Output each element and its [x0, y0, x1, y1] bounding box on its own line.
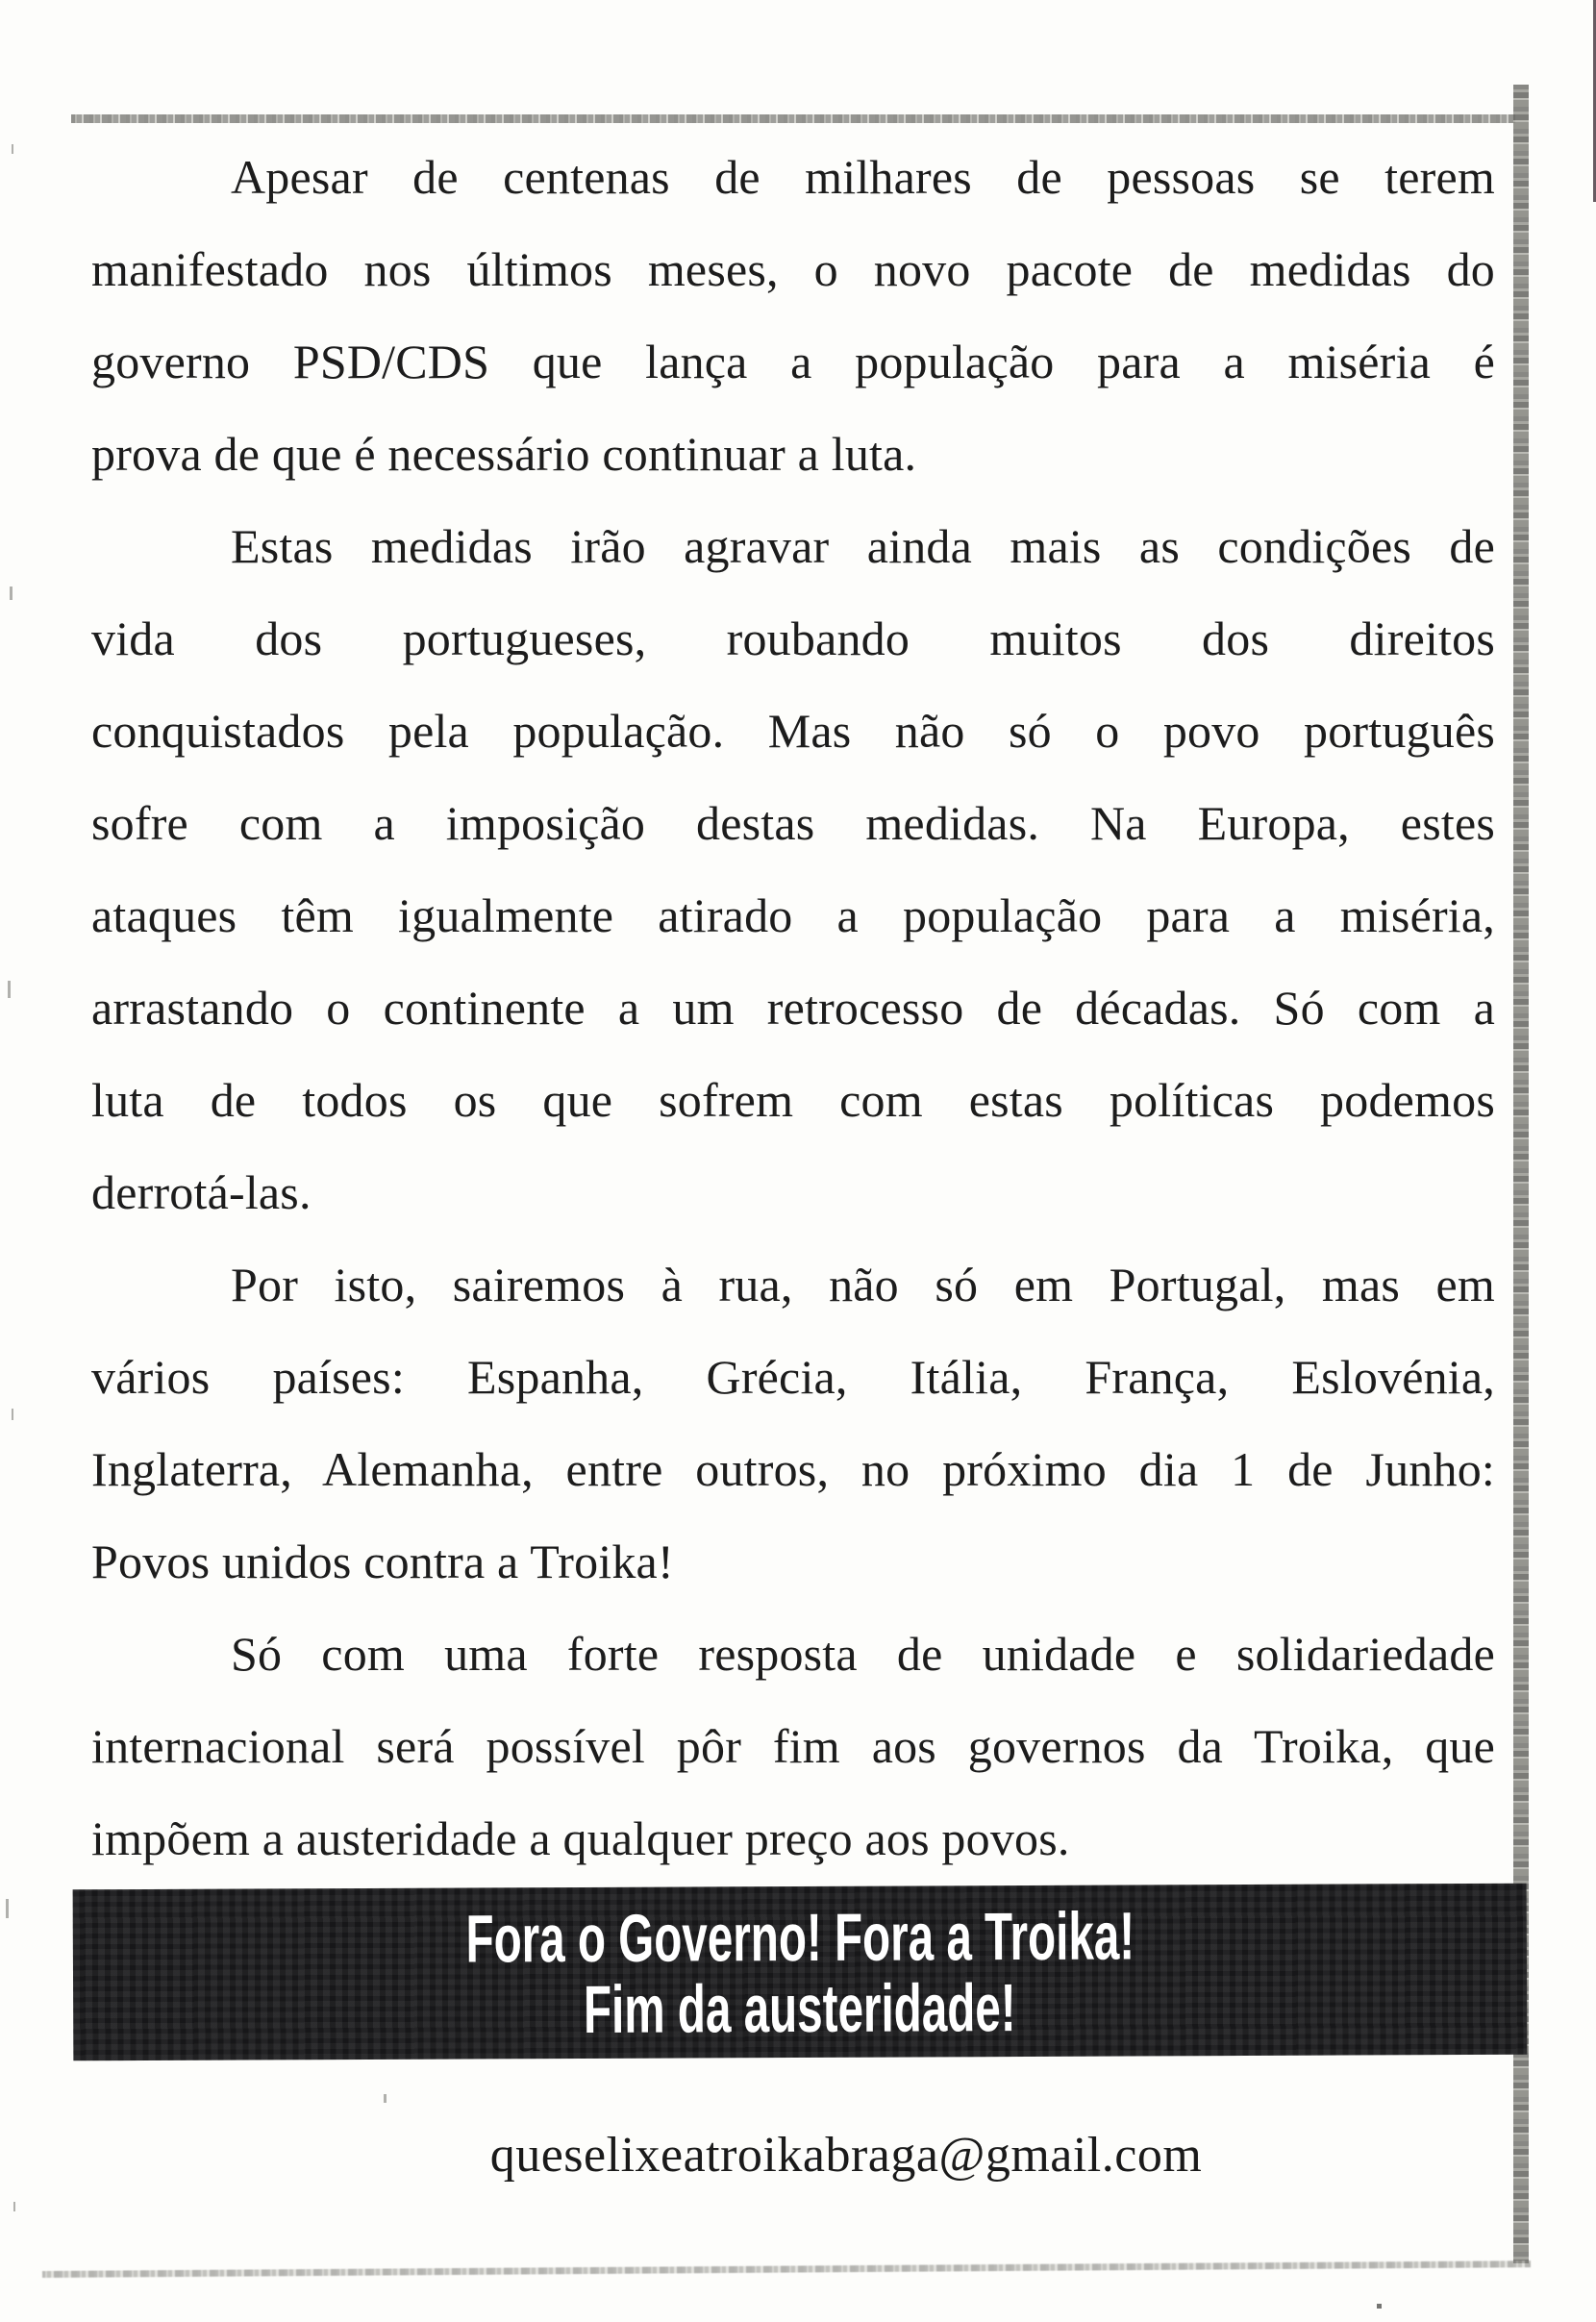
body-text: [91, 131, 1495, 1885]
scan-speck: [8, 981, 11, 998]
text-line: sofre com a imposição destas medidas. Na Europa, estes: [91, 796, 1495, 850]
text-line: arrastando o continente a um retrocesso de décadas. Só com a: [91, 981, 1495, 1035]
contact-email: queselixeatroikabraga@gmail.com: [489, 2128, 1203, 2183]
text-line: derrotá-las.: [91, 1165, 312, 1219]
slogan-banner: [73, 1884, 1528, 2061]
scan-speck: [384, 2094, 387, 2103]
text-line: Apesar de centenas de milhares de pessoas se terem: [231, 150, 1495, 204]
text-line: Só com uma forte resposta de unidade e solidariedade: [231, 1627, 1495, 1681]
scan-speck: [12, 1409, 13, 1420]
text-line: ataques têm igualmente atirado a população para a miséria,: [91, 888, 1495, 942]
scan-speck: [1377, 2304, 1382, 2309]
text-line: manifestado nos últimos meses, o novo pacote de medidas do: [91, 242, 1495, 296]
text-line: Inglaterra, Alemanha, entre outros, no próximo dia 1 de Junho:: [91, 1442, 1495, 1496]
text-line: vários países: Espanha, Grécia, Itália, França, Eslovénia,: [91, 1350, 1495, 1404]
text-line: vida dos portugueses, roubando muitos dos direitos: [91, 612, 1495, 665]
text-line: internacional será possível pôr fim aos governos da Troika, que: [91, 1719, 1495, 1773]
text-line: prova de que é necessário continuar a luta.: [91, 427, 917, 481]
scan-speck: [6, 1899, 9, 1918]
text-line: impõem a austeridade a qualquer preço aos povos.: [91, 1811, 1070, 1865]
text-line: luta de todos os que sofrem com estas políticas podemos: [91, 1073, 1495, 1127]
banner-row: [73, 1972, 1527, 2050]
text-line: governo PSD/CDS que lança a população para a miséria é: [91, 335, 1495, 388]
banner-line-2: Fim da austeridade!: [584, 1970, 1017, 2047]
banner-row: [73, 1897, 1527, 1979]
text-line: Povos unidos contra a Troika!: [91, 1535, 674, 1588]
top-border-rule: [71, 114, 1515, 123]
text-line: Estas medidas irão agravar ainda mais as condições de: [231, 519, 1495, 573]
text-line: Por isto, sairemos à rua, não só em Portugal, mas em: [231, 1258, 1495, 1311]
scan-speck: [12, 144, 13, 154]
bottom-border-rule: [42, 2260, 1531, 2278]
text-line: conquistados pela população. Mas não só o povo português: [91, 704, 1495, 758]
banner-line-1: Fora o Governo! Fora a Troika!: [464, 1898, 1135, 1977]
scan-speck: [10, 587, 12, 600]
scan-speck: [13, 2202, 15, 2211]
